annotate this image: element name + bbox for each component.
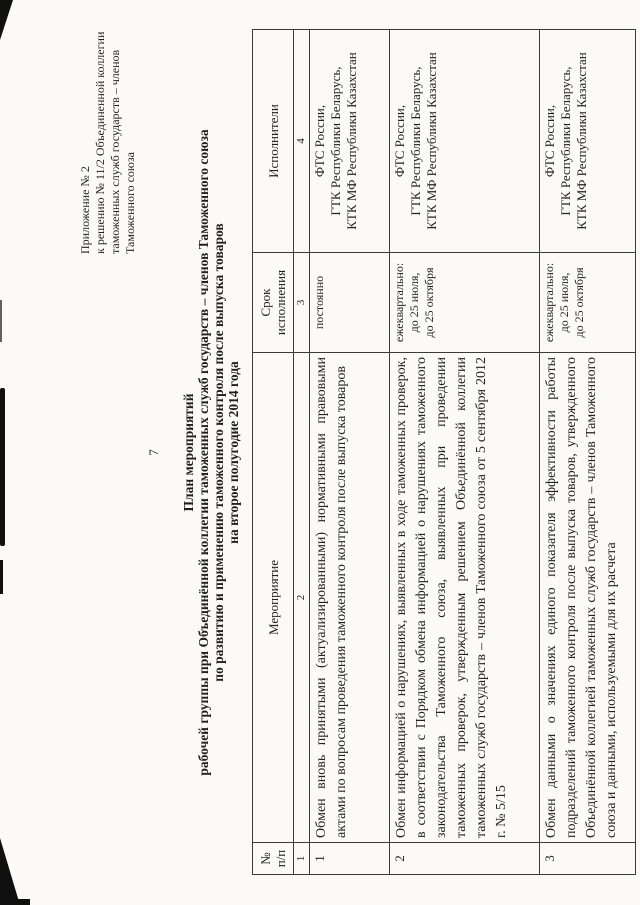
scan-artifact bbox=[0, 899, 30, 905]
deadline-line: до 25 июля, bbox=[407, 272, 421, 333]
column-index: 2 bbox=[294, 353, 310, 843]
deadline-line: до 25 июля, bbox=[557, 272, 571, 333]
executor-line: ФТС России, bbox=[312, 104, 327, 178]
deadline-line: до 25 октября bbox=[572, 267, 586, 338]
table-row bbox=[390, 30, 540, 875]
executor-line: КТК МФ Республики Казахстан bbox=[344, 52, 359, 230]
scan-artifact bbox=[0, 560, 3, 594]
title-line: на второе полугодие 2014 года bbox=[226, 361, 241, 544]
deadline-cell bbox=[390, 253, 540, 353]
activity-cell: Обмен данными о значениях единого показателя эффективности работы подразделений таможенного контроля после выпуска товаров, утвержденного Объединённой коллегией таможенных служб государств – членов Таможенного союза и данными, используемыми для их расчета bbox=[540, 353, 636, 843]
deadline-line: ежеквартально: bbox=[542, 262, 556, 343]
title-line: по развитию и применению таможенного контроля после выпуска товаров bbox=[211, 223, 226, 682]
executor-line: ФТС России, bbox=[542, 104, 557, 178]
title-line: рабочей группы при Объединённой коллегии таможенных служб государств – членов Таможенного союза bbox=[196, 129, 211, 776]
deadline-line: постоянно bbox=[312, 275, 326, 330]
scan-artifact bbox=[0, 300, 2, 342]
annex-line: к решению № 11/2 Объединенной коллегии bbox=[93, 31, 107, 254]
table-header-row bbox=[253, 30, 294, 875]
executor-line: КТК МФ Республики Казахстан bbox=[424, 52, 439, 230]
activity-cell: Обмен информацией о нарушениях, выявленных в ходе таможенных проверок, в соответствии с Порядком обмена информацией о нарушениях таможенного законодательства Таможенного союза, выявленных при проведении таможенных проверок, утвержденным решением Объединённой коллегии таможенных служб государств – членов Таможенного союза от 5 сентября 2012 г. № 5/15 bbox=[390, 353, 540, 843]
column-index: 1 bbox=[294, 843, 310, 875]
table-row bbox=[540, 30, 636, 875]
executor-line: ГТК Республики Беларусь, bbox=[328, 66, 343, 216]
page-number: 7 bbox=[146, 449, 161, 456]
deadline-cell bbox=[310, 253, 390, 353]
executors-cell bbox=[540, 30, 636, 253]
column-index: 3 bbox=[294, 253, 310, 353]
executor-line: КТК МФ Республики Казахстан bbox=[574, 52, 589, 230]
activity-cell: Обмен вновь принятыми (актуализированными) нормативными правовыми актами по вопросам проведения таможенного контроля после выпуска товаров bbox=[310, 353, 390, 843]
deadline-line: до 25 октября bbox=[422, 267, 436, 338]
row-number-cell: 1 bbox=[310, 843, 390, 875]
annex-reference-block bbox=[78, 30, 138, 254]
annex-line: таможенных служб государств – членов bbox=[108, 49, 122, 254]
deadline-cell bbox=[540, 253, 636, 353]
column-index-row bbox=[294, 30, 310, 875]
executor-line: ГТК Республики Беларусь, bbox=[558, 66, 573, 216]
executors-cell bbox=[310, 30, 390, 253]
col-header-executors: Исполнители bbox=[253, 30, 294, 253]
col-header-activity: Мероприятие bbox=[253, 353, 294, 843]
title-line: План мероприятий bbox=[181, 393, 196, 512]
scan-artifact bbox=[0, 388, 5, 546]
row-number-cell: 3 bbox=[540, 843, 636, 875]
executor-line: ФТС России, bbox=[392, 104, 407, 178]
annex-line: Приложение № 2 bbox=[78, 166, 92, 254]
plan-table bbox=[252, 29, 636, 875]
row-number-cell: 2 bbox=[390, 843, 540, 875]
executors-cell bbox=[390, 30, 540, 253]
table-row bbox=[310, 30, 390, 875]
column-index: 4 bbox=[294, 30, 310, 253]
deadline-line: ежеквартально: bbox=[392, 262, 406, 343]
executor-line: ГТК Республики Беларусь, bbox=[408, 66, 423, 216]
document-title bbox=[181, 30, 241, 875]
col-header-num: № п/п bbox=[253, 843, 294, 875]
annex-line: Таможенного союза bbox=[123, 152, 137, 254]
col-header-deadline: Срок исполнения bbox=[253, 253, 294, 353]
